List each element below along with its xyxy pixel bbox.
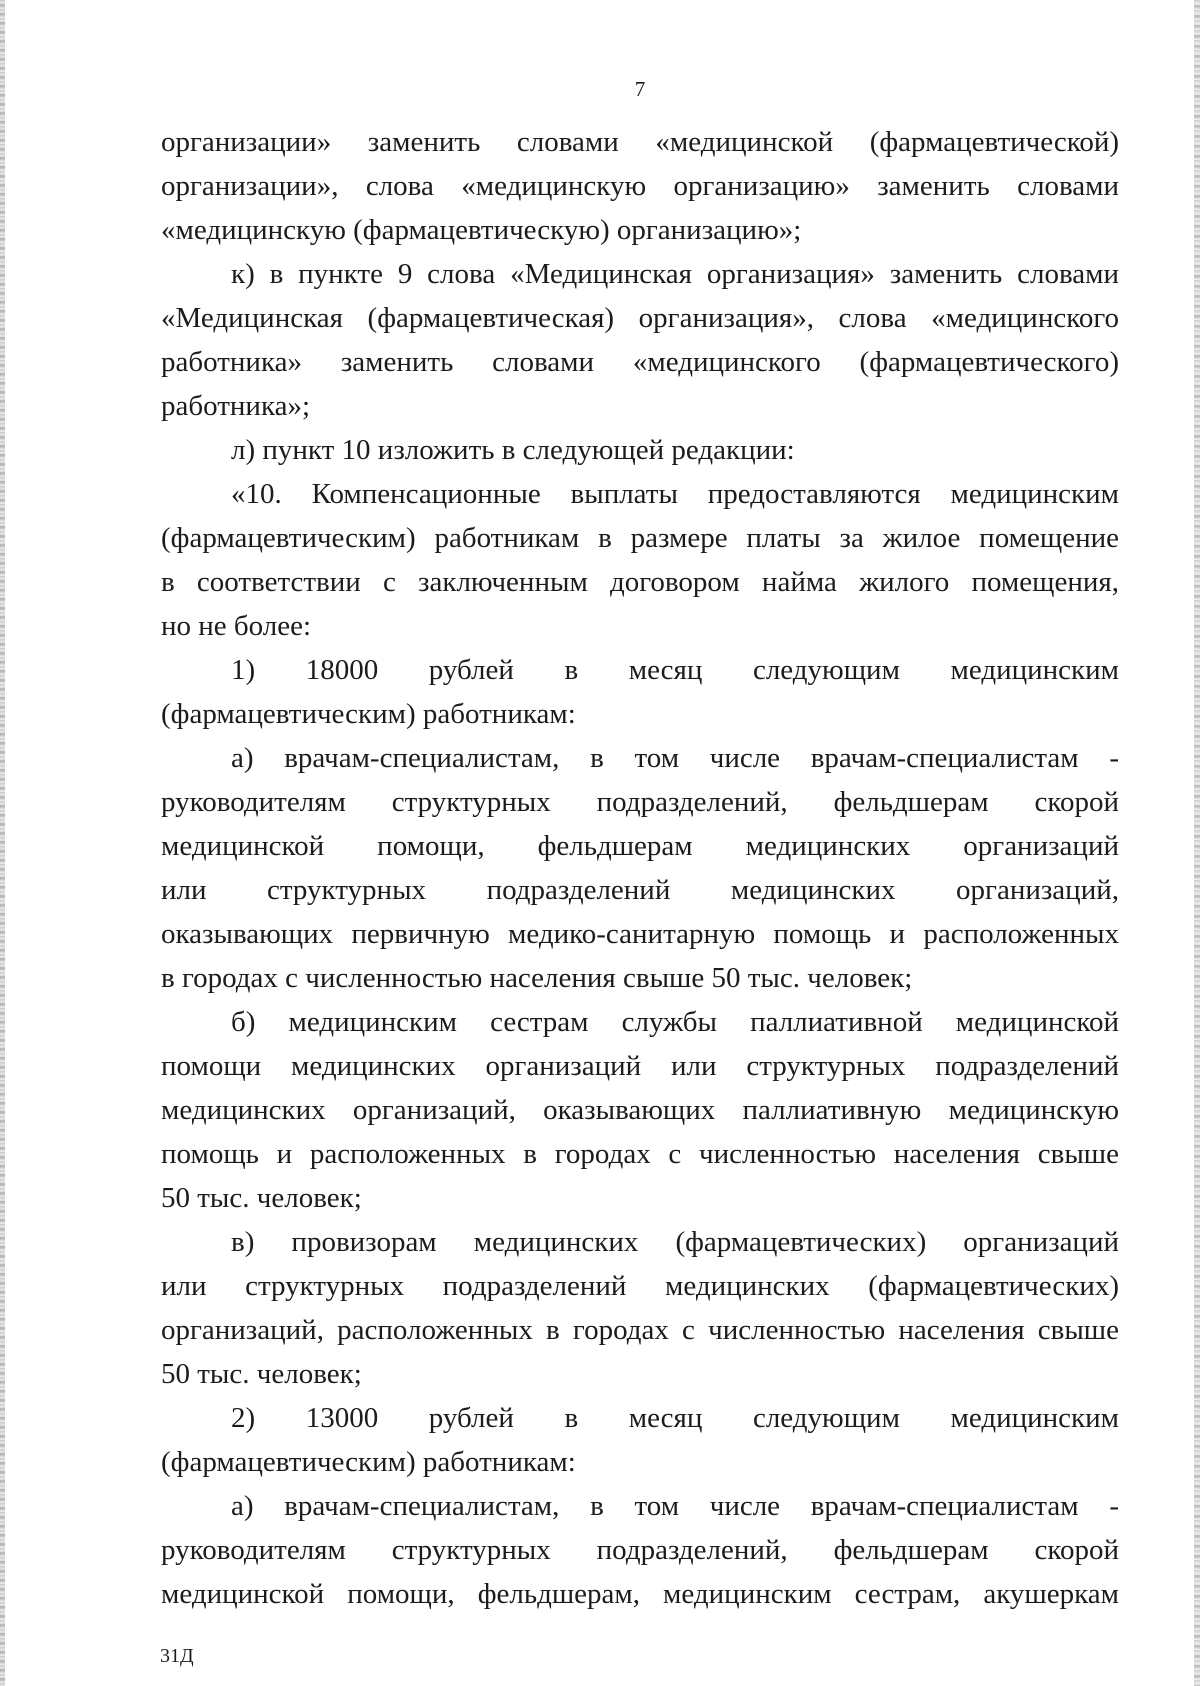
text-line: в городах с численностью населения свыше 50 тыс. человек; (161, 962, 913, 994)
text-line: в соответствии с заключенным договором найма жилого помещения, (161, 566, 1119, 598)
text-line: 2) 13000 рублей в месяц следующим медицинским (231, 1402, 1119, 1434)
text-line: оказывающих первичную медико-санитарную помощь и расположенных (161, 918, 1119, 950)
text-line: «Медицинская (фармацевтическая) организация», слова «медицинского (161, 302, 1119, 334)
text-line: 1) 18000 рублей в месяц следующим медицинским (231, 654, 1119, 686)
text-line: 50 тыс. человек; (161, 1182, 362, 1214)
text-line: (фармацевтическим) работникам в размере платы за жилое помещение (161, 522, 1119, 554)
text-line: или структурных подразделений медицинских (фармацевтических) (161, 1270, 1119, 1302)
text-line: в) провизорам медицинских (фармацевтических) организаций (231, 1226, 1119, 1258)
text-line: медицинской помощи, фельдшерам, медицинским сестрам, акушеркам (161, 1578, 1119, 1610)
text-line: или структурных подразделений медицинских организаций, (161, 874, 1119, 906)
text-line: помощь и расположенных в городах с численностью населения свыше (161, 1138, 1119, 1170)
text-line: работника»; (161, 390, 311, 422)
text-line: медицинских организаций, оказывающих паллиативную медицинскую (161, 1094, 1119, 1126)
page-number: 7 (634, 77, 646, 101)
text-line: б) медицинским сестрам службы паллиативной медицинской (231, 1006, 1119, 1038)
text-line: медицинской помощи, фельдшерам медицинских организаций (161, 830, 1119, 862)
document-body (161, 120, 1119, 1616)
footer-code: 31Д (160, 1645, 194, 1667)
text-line: к) в пункте 9 слова «Медицинская организация» заменить словами (231, 258, 1119, 290)
scan-edge-right (1194, 0, 1200, 1686)
text-line: руководителям структурных подразделений, фельдшерам скорой (161, 1534, 1119, 1566)
text-line: «10. Компенсационные выплаты предоставляются медицинским (231, 478, 1119, 510)
text-line: руководителям структурных подразделений, фельдшерам скорой (161, 786, 1119, 818)
text-line: но не более: (161, 610, 312, 642)
text-line: л) пункт 10 изложить в следующей редакции: (231, 434, 795, 466)
text-line: организации», слова «медицинскую организацию» заменить словами (161, 170, 1119, 202)
text-line: «медицинскую (фармацевтическую) организацию»; (161, 214, 802, 246)
text-line: 50 тыс. человек; (161, 1358, 362, 1390)
text-line: помощи медицинских организаций или структурных подразделений (161, 1050, 1119, 1082)
text-line: работника» заменить словами «медицинского (фармацевтического) (161, 346, 1119, 378)
text-line: (фармацевтическим) работникам: (161, 698, 576, 730)
text-line: а) врачам-специалистам, в том числе врачам-специалистам - (231, 742, 1119, 774)
text-line: организаций, расположенных в городах с численностью населения свыше (161, 1314, 1119, 1346)
scan-edge-left (0, 0, 5, 1686)
text-line: а) врачам-специалистам, в том числе врачам-специалистам - (231, 1490, 1119, 1522)
text-line: организации» заменить словами «медицинской (фармацевтической) (161, 126, 1119, 158)
text-line: (фармацевтическим) работникам: (161, 1446, 576, 1478)
